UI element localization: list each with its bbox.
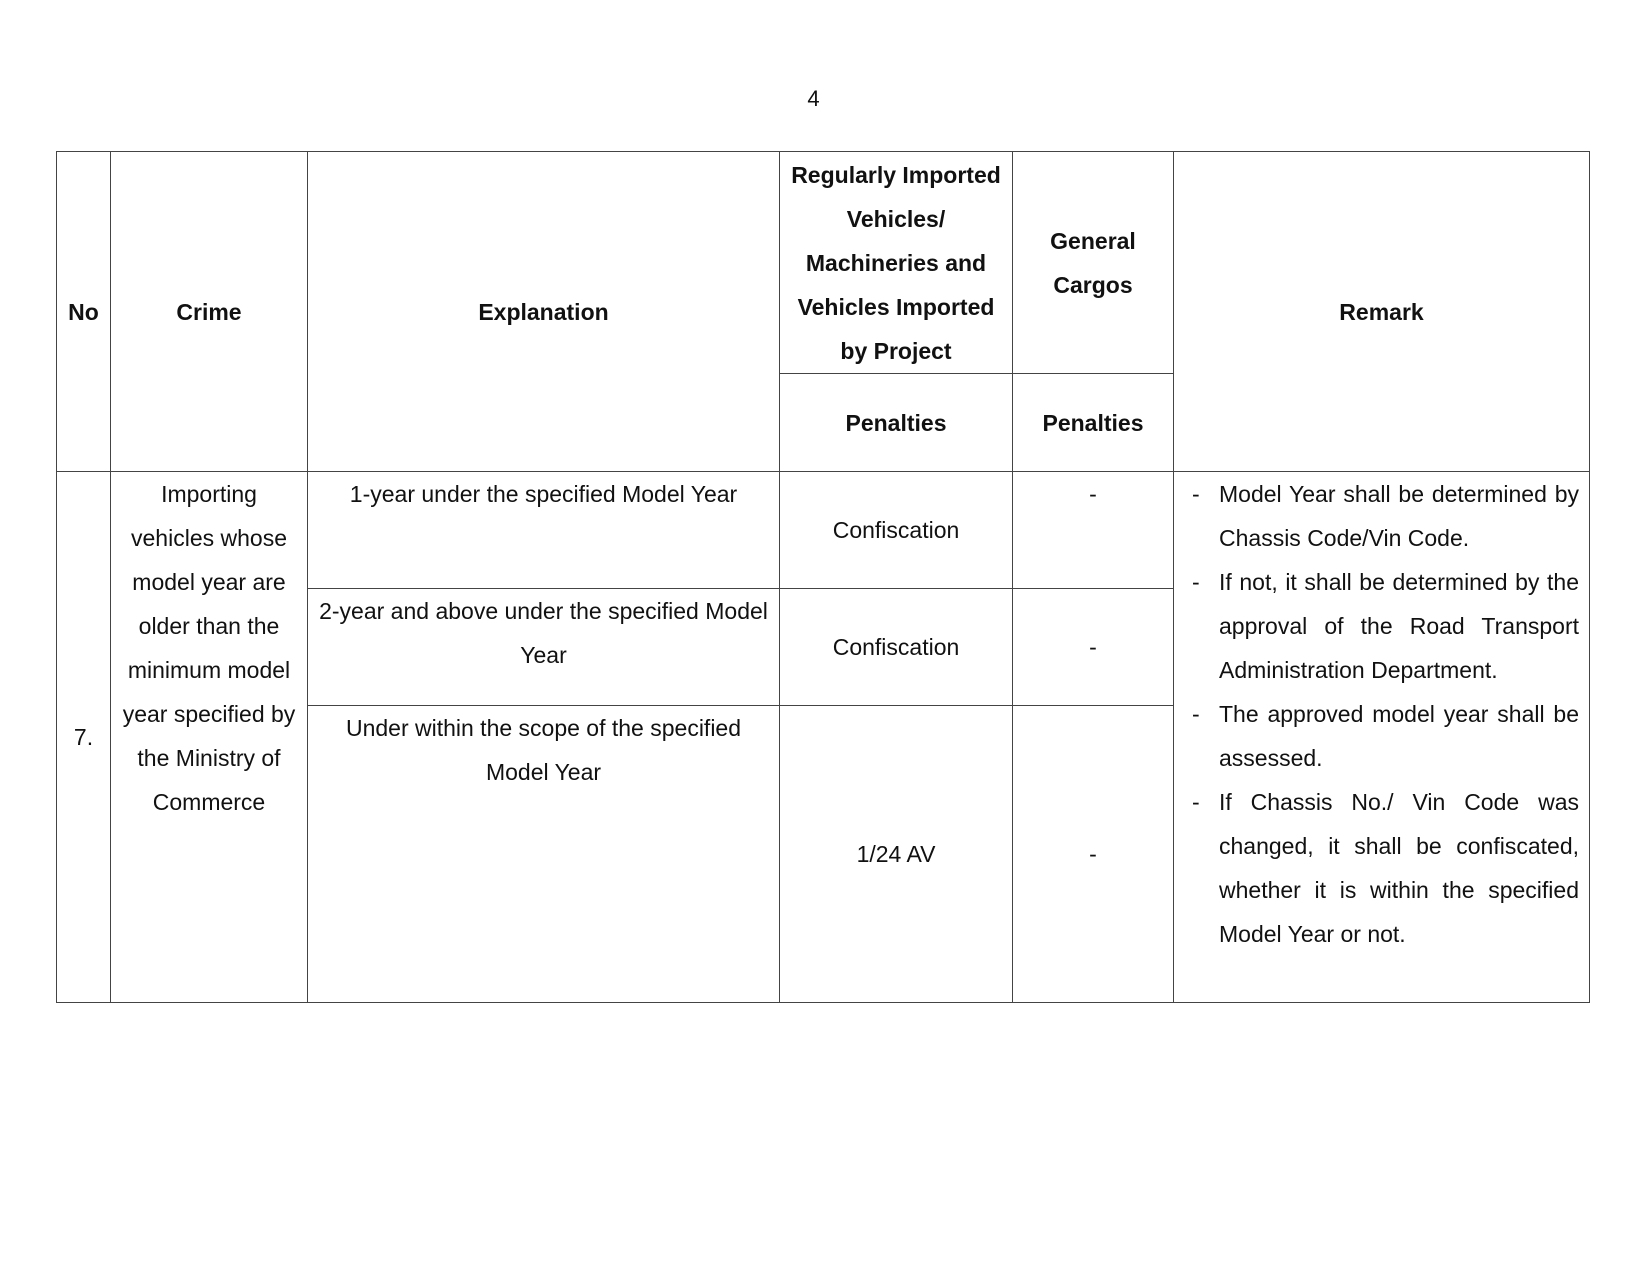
penalty-general-cell: - [1013, 706, 1174, 1003]
page-number: 4 [807, 86, 820, 111]
remark-text: If not, it shall be determined by the approval of the Road Transport Administration Department. [1219, 569, 1579, 683]
header-penalties-general: Penalties [1013, 374, 1174, 472]
remark-item [1192, 780, 1579, 956]
header-penalties-regular: Penalties [780, 374, 1013, 472]
remark-item [1192, 560, 1579, 692]
penalty-regular-cell: Confiscation [780, 472, 1013, 589]
header-no: No [57, 152, 111, 472]
bullet-dash: - [1192, 481, 1200, 507]
bullet-dash: - [1192, 569, 1200, 595]
remark-list [1192, 472, 1579, 956]
remark-text: Model Year shall be determined by Chassis Code/Vin Code. [1219, 481, 1579, 551]
penalty-general-cell: - [1013, 589, 1174, 706]
crime-cell: Importing vehicles whose model year are older than the minimum model year specified by the Ministry of Commerce [111, 472, 308, 1003]
header-remark: Remark [1174, 152, 1590, 472]
penalty-regular-cell: Confiscation [780, 589, 1013, 706]
explanation-cell: 2-year and above under the specified Model Year [308, 589, 780, 706]
remark-text: The approved model year shall be assessed. [1219, 701, 1579, 771]
remark-cell [1174, 472, 1590, 1003]
bullet-dash: - [1192, 701, 1200, 727]
table-header-row [57, 152, 1590, 374]
explanation-cell: Under within the scope of the specified Model Year [308, 706, 780, 1003]
remark-item [1192, 472, 1579, 560]
header-explanation: Explanation [308, 152, 780, 472]
header-crime: Crime [111, 152, 308, 472]
explanation-cell: 1-year under the specified Model Year [308, 472, 780, 589]
row-number: 7. [57, 472, 111, 1003]
header-general-cargos: General Cargos [1013, 152, 1174, 374]
penalty-regular-cell: 1/24 AV [780, 706, 1013, 1003]
header-regularly-imported: Regularly Imported Vehicles/ Machineries and Vehicles Imported by Project [780, 152, 1013, 374]
penalty-general-cell: - [1013, 472, 1174, 589]
bullet-dash: - [1192, 789, 1200, 815]
remark-text: If Chassis No./ Vin Code was changed, it shall be confiscated, whether it is within the specified Model Year or not. [1219, 789, 1579, 947]
penalty-table [56, 151, 1590, 1003]
remark-item [1192, 692, 1579, 780]
table-row [57, 472, 1590, 589]
